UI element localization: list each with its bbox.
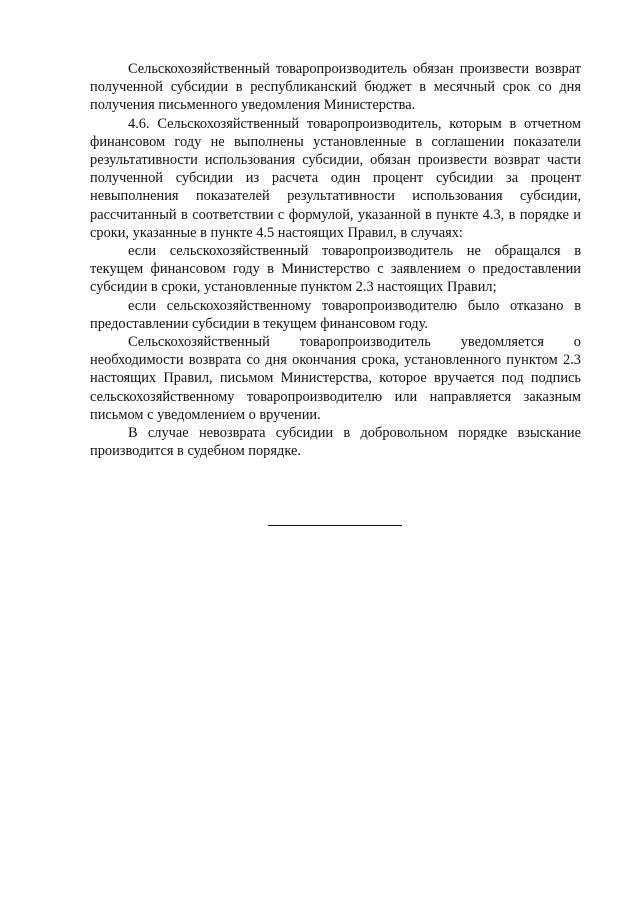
- paragraph-notification: Сельскохозяйственный товаропроизводитель уведомляется о необходимости возврата со дня окончания срока, установленного пунктом 2.3 настоящих Правил, письмом Министерства, которое вручается под подпись сельскохозяйственному товаропроизводителю или направляется заказным письмом с уведомлением о вручении.: [90, 334, 581, 423]
- paragraph-return-obligation: Сельскохозяйственный товаропроизводитель обязан произвести возврат полученной субсидии в республиканский бюджет в месячный срок со дня получения письменного уведомления Министерства.: [90, 61, 581, 114]
- document-body: [90, 60, 581, 460]
- paragraph-court-recovery: В случае невозврата субсидии в добровольном порядке взыскание производится в судебном порядке.: [90, 425, 581, 460]
- end-separator-line: [268, 525, 402, 526]
- paragraph-case-refused: если сельскохозяйственному товаропроизводителю было отказано в предоставлении субсидии в текущем финансовом году.: [90, 297, 581, 332]
- paragraph-case-no-application: если сельскохозяйственный товаропроизводитель не обращался в текущем финансовом году в Министерство с заявлением о предоставлении субсидии в сроки, установленные пунктом 2.3 настоящих Правил;: [90, 243, 581, 296]
- paragraph-4-6: 4.6. Сельскохозяйственный товаропроизводитель, которым в отчетном финансовом году не выполнены установленные в соглашении показатели результативности использования субсидии, обязан произвести возврат части полученной субсидии из расчета один процент субсидии за процент невыполнения показателей результативности использования субсидии, рассчитанный в соответствии с формулой, указанной в пункте 4.3, в порядке и сроки, указанные в пункте 4.5 настоящих Правил, в случаях:: [90, 115, 581, 241]
